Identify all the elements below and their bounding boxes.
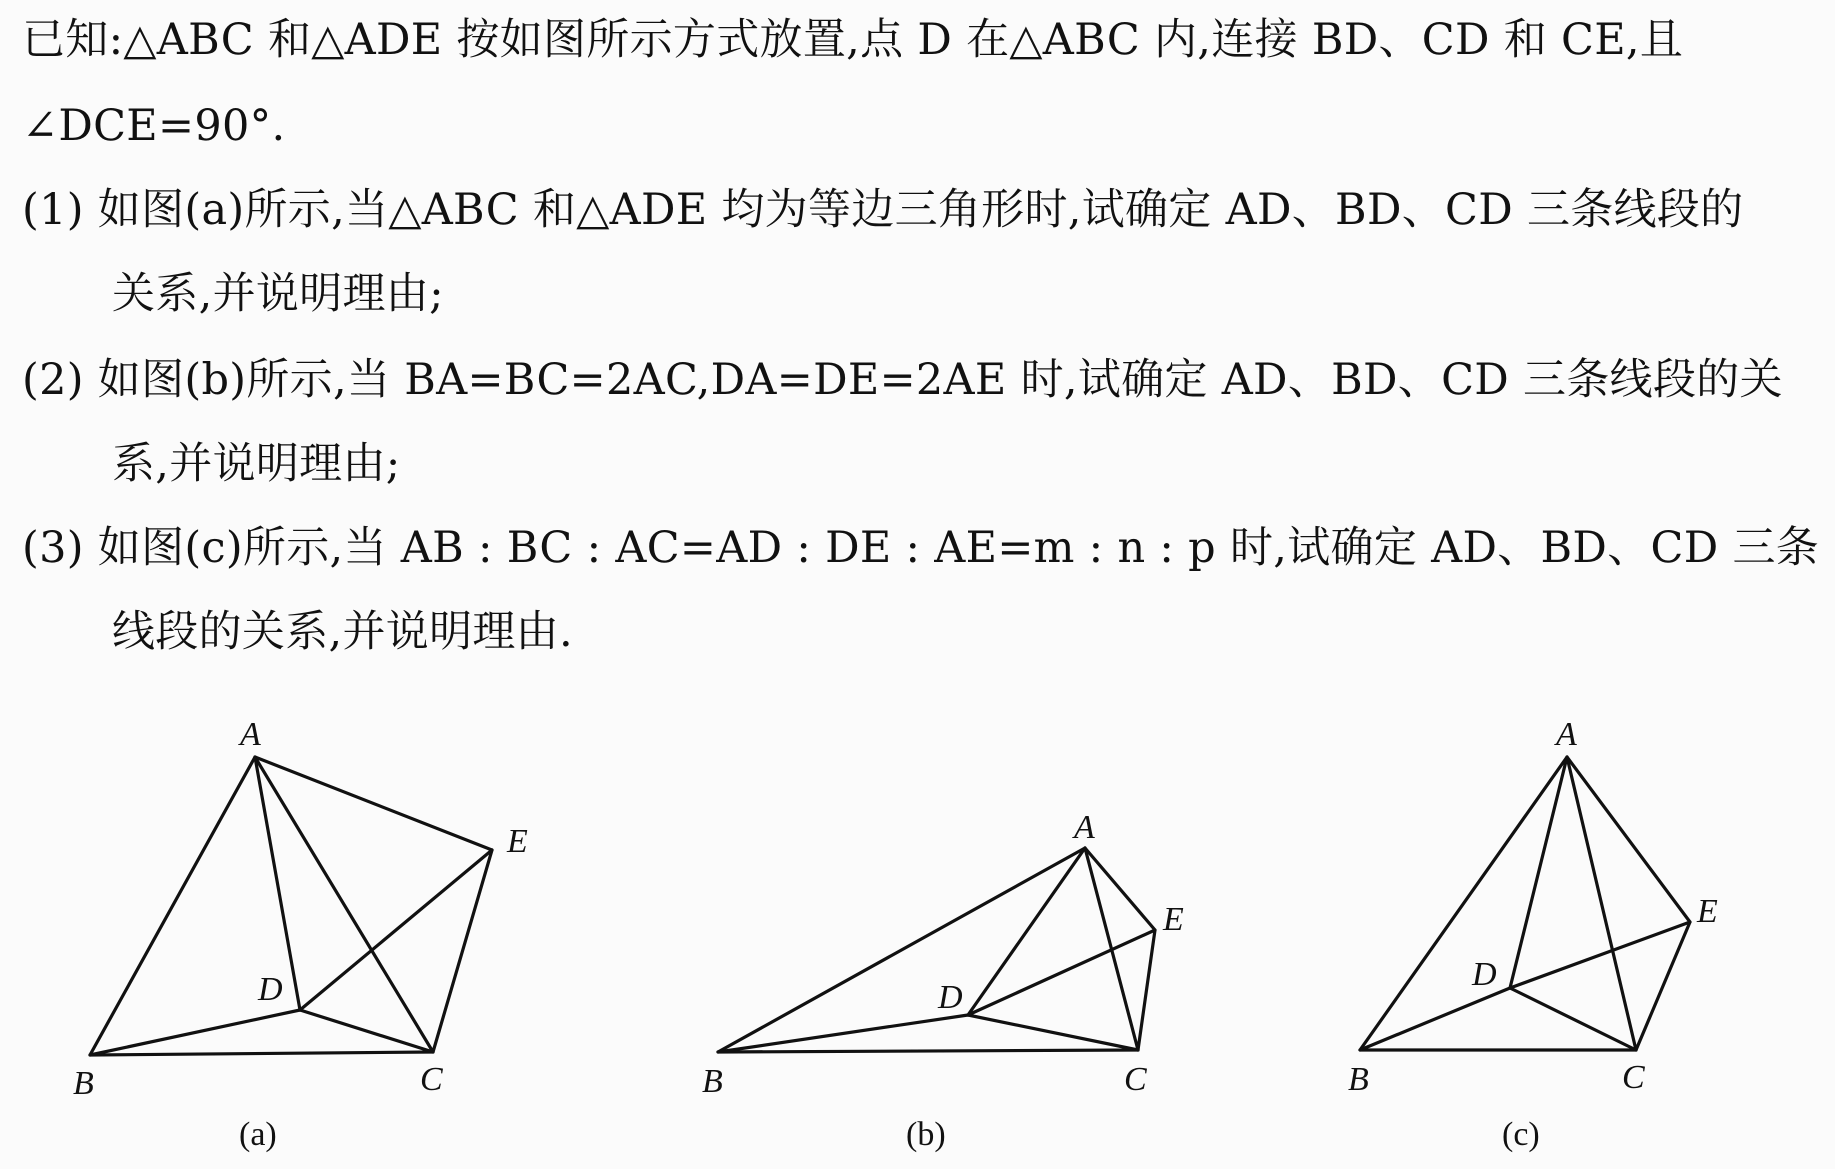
label-c-fig-c: C xyxy=(1622,1059,1645,1096)
segments-ae-ec-a xyxy=(255,757,492,1052)
problem-statement-line-2: ∠DCE=90°. xyxy=(22,101,286,151)
question-3-line-2: 线段的关系,并说明理由. xyxy=(112,607,573,657)
label-e-fig-c: E xyxy=(1697,893,1718,930)
figure-c xyxy=(1348,716,1718,1153)
caption-c: (c) xyxy=(1502,1116,1540,1153)
question-2-line-1: (2) 如图(b)所示,当 BA=BC=2AC,DA=DE=2AE 时,试确定 AD、BD、CD 三条线段的关 xyxy=(22,355,1783,405)
label-d-fig-a: D xyxy=(258,971,283,1008)
problem-statement-line-1: 已知:△ABC 和△ADE 按如图所示方式放置,点 D 在△ABC 内,连接 BD、CD 和 CE,且 xyxy=(22,15,1684,65)
label-e-fig-b: E xyxy=(1163,901,1184,938)
segment-ad-c xyxy=(1510,757,1567,988)
triangle-abc-c xyxy=(1360,757,1636,1050)
label-c-fig-a: C xyxy=(420,1061,443,1098)
caption-a: (a) xyxy=(239,1116,277,1153)
label-e-fig-a: E xyxy=(507,823,528,860)
segment-bd-b xyxy=(718,1015,968,1052)
question-2-line-2: 系,并说明理由; xyxy=(112,439,401,489)
segment-dc-c xyxy=(1510,988,1636,1050)
figure-b xyxy=(702,809,1184,1153)
geometry-figures xyxy=(0,690,1835,1169)
segment-bd-a xyxy=(90,1010,300,1055)
segment-dc-b xyxy=(968,1015,1138,1050)
question-1-line-1: (1) 如图(a)所示,当△ABC 和△ADE 均为等边三角形时,试确定 AD、BD、CD 三条线段的 xyxy=(22,185,1744,235)
label-a-fig-c: A xyxy=(1556,716,1577,753)
label-b-fig-b: B xyxy=(702,1063,723,1100)
label-d-fig-b: D xyxy=(938,979,963,1016)
label-a-fig-a: A xyxy=(240,716,261,753)
question-1-line-2: 关系,并说明理由; xyxy=(112,269,444,319)
label-a-fig-b: A xyxy=(1074,809,1095,846)
label-c-fig-b: C xyxy=(1124,1061,1147,1098)
segments-ae-ec-b xyxy=(1085,848,1155,1050)
label-b-fig-a: B xyxy=(73,1065,94,1102)
label-b-fig-c: B xyxy=(1348,1061,1369,1098)
segment-de-c xyxy=(1510,922,1690,988)
label-d-fig-c: D xyxy=(1472,956,1497,993)
figure-a xyxy=(73,716,528,1153)
caption-b: (b) xyxy=(906,1116,946,1153)
question-3-line-1: (3) 如图(c)所示,当 AB : BC : AC=AD : DE : AE=m : n : p 时,试确定 AD、BD、CD 三条 xyxy=(22,523,1820,573)
segments-ae-ec-c xyxy=(1567,757,1690,1050)
segment-de-a xyxy=(300,850,492,1010)
